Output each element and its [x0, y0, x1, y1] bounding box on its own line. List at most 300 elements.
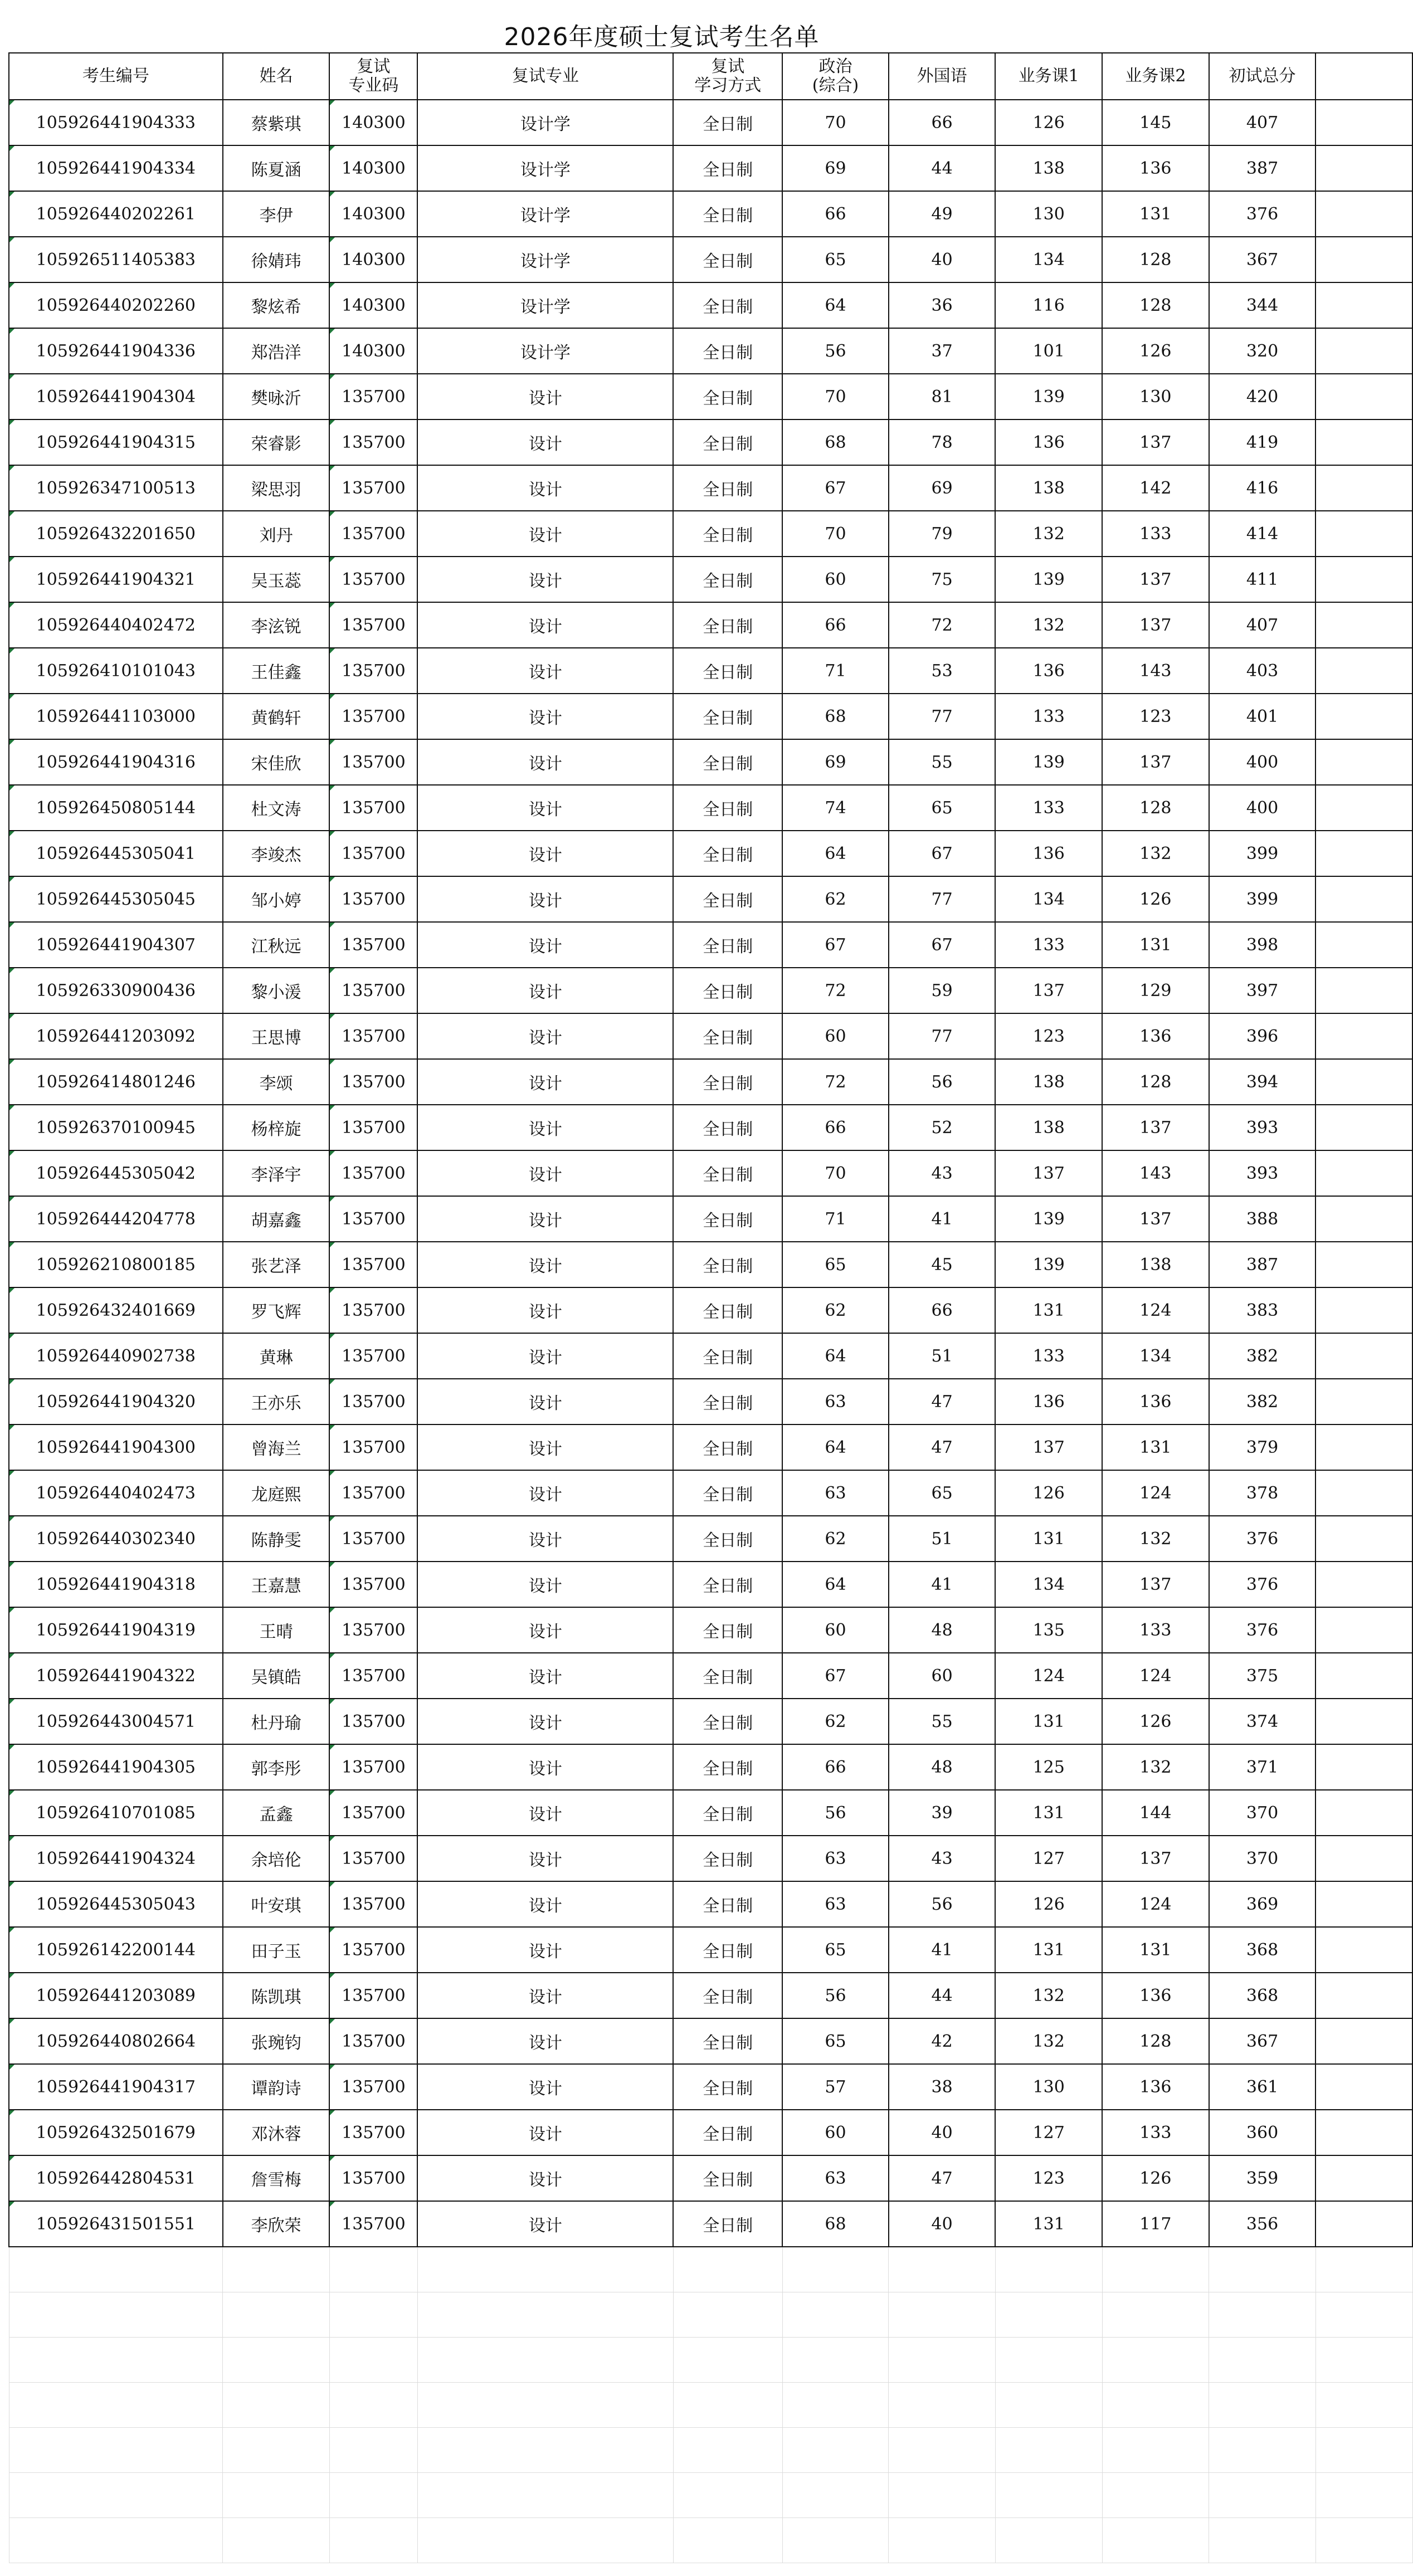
cell-subject2-score[interactable]: 143 — [1102, 1150, 1209, 1196]
cell-subject1-score[interactable]: 137 — [995, 1424, 1102, 1470]
cell-politics-score[interactable]: 66 — [782, 191, 889, 237]
cell-subject1-score[interactable]: 125 — [995, 1744, 1102, 1790]
cell-major[interactable]: 设计 — [417, 2018, 673, 2064]
cell-subject2-score[interactable]: 143 — [1102, 648, 1209, 694]
cell-candidate-id[interactable]: 105926142200144 — [9, 1927, 223, 1973]
spare-cell[interactable] — [1315, 191, 1412, 237]
cell-candidate-id[interactable]: 105926445305042 — [9, 1150, 223, 1196]
cell-study-mode[interactable]: 全日制 — [673, 237, 782, 282]
cell-politics-score[interactable]: 65 — [782, 2018, 889, 2064]
cell-subject2-score[interactable]: 128 — [1102, 1059, 1209, 1105]
cell-foreign-language-score[interactable]: 44 — [889, 1973, 996, 2018]
empty-cell[interactable] — [889, 2518, 996, 2563]
spare-cell[interactable] — [1315, 237, 1412, 282]
cell-candidate-id[interactable]: 105926441904333 — [9, 100, 223, 145]
cell-politics-score[interactable]: 64 — [782, 282, 889, 328]
cell-foreign-language-score[interactable]: 39 — [889, 1790, 996, 1836]
cell-name[interactable]: 李泫锐 — [223, 602, 330, 648]
cell-subject1-score[interactable]: 131 — [995, 2201, 1102, 2247]
cell-candidate-id[interactable]: 105926440802664 — [9, 2018, 223, 2064]
spare-cell[interactable] — [1315, 831, 1412, 876]
cell-total-score[interactable]: 356 — [1209, 2201, 1316, 2247]
cell-major[interactable]: 设计 — [417, 1653, 673, 1699]
cell-candidate-id[interactable]: 105926441904324 — [9, 1836, 223, 1881]
cell-foreign-language-score[interactable]: 59 — [889, 968, 996, 1013]
empty-cell[interactable] — [9, 2338, 223, 2383]
cell-subject2-score[interactable]: 124 — [1102, 1287, 1209, 1333]
cell-name[interactable]: 宋佳欣 — [223, 739, 330, 785]
cell-subject1-score[interactable]: 138 — [995, 145, 1102, 191]
cell-major[interactable]: 设计 — [417, 694, 673, 739]
cell-name[interactable]: 张琬钧 — [223, 2018, 330, 2064]
cell-subject2-score[interactable]: 126 — [1102, 1699, 1209, 1744]
cell-major[interactable]: 设计 — [417, 465, 673, 511]
cell-politics-score[interactable]: 67 — [782, 465, 889, 511]
cell-candidate-id[interactable]: 105926440302340 — [9, 1516, 223, 1562]
cell-major[interactable]: 设计 — [417, 1836, 673, 1881]
cell-subject2-score[interactable]: 136 — [1102, 1973, 1209, 2018]
cell-candidate-id[interactable]: 105926432501679 — [9, 2110, 223, 2155]
cell-major-code[interactable]: 135700 — [329, 419, 417, 465]
empty-cell[interactable] — [329, 2518, 417, 2563]
empty-cell[interactable] — [329, 2473, 417, 2518]
cell-major-code[interactable]: 135700 — [329, 1927, 417, 1973]
cell-subject1-score[interactable]: 133 — [995, 694, 1102, 739]
header-foreign-language-score[interactable]: 外国语 — [889, 53, 996, 100]
cell-major-code[interactable]: 135700 — [329, 739, 417, 785]
cell-politics-score[interactable]: 60 — [782, 2110, 889, 2155]
cell-name[interactable]: 蔡紫琪 — [223, 100, 330, 145]
empty-cell[interactable] — [673, 2428, 782, 2473]
cell-candidate-id[interactable]: 105926432401669 — [9, 1287, 223, 1333]
cell-subject1-score[interactable]: 126 — [995, 1881, 1102, 1927]
cell-candidate-id[interactable]: 105926441904334 — [9, 145, 223, 191]
cell-study-mode[interactable]: 全日制 — [673, 2064, 782, 2110]
cell-candidate-id[interactable]: 105926445305041 — [9, 831, 223, 876]
cell-study-mode[interactable]: 全日制 — [673, 1333, 782, 1379]
spare-cell[interactable] — [1315, 785, 1412, 831]
empty-cell[interactable] — [417, 2518, 673, 2563]
cell-major[interactable]: 设计 — [417, 1790, 673, 1836]
cell-name[interactable]: 王晴 — [223, 1607, 330, 1653]
cell-foreign-language-score[interactable]: 40 — [889, 2110, 996, 2155]
spare-cell[interactable] — [1315, 922, 1412, 968]
empty-cell[interactable] — [1315, 2247, 1412, 2292]
cell-study-mode[interactable]: 全日制 — [673, 785, 782, 831]
cell-major-code[interactable]: 135700 — [329, 374, 417, 419]
cell-major[interactable]: 设计 — [417, 1333, 673, 1379]
cell-total-score[interactable]: 407 — [1209, 100, 1316, 145]
empty-cell[interactable] — [329, 2338, 417, 2383]
cell-candidate-id[interactable]: 105926441904316 — [9, 739, 223, 785]
cell-major[interactable]: 设计 — [417, 1607, 673, 1653]
empty-cell[interactable] — [223, 2292, 330, 2338]
cell-foreign-language-score[interactable]: 77 — [889, 694, 996, 739]
cell-subject2-score[interactable]: 137 — [1102, 1836, 1209, 1881]
empty-cell[interactable] — [1209, 2383, 1316, 2428]
cell-candidate-id[interactable]: 105926414801246 — [9, 1059, 223, 1105]
cell-major-code[interactable]: 135700 — [329, 1836, 417, 1881]
cell-study-mode[interactable]: 全日制 — [673, 1470, 782, 1516]
header-subject2-score[interactable]: 业务课2 — [1102, 53, 1209, 100]
cell-major[interactable]: 设计 — [417, 1287, 673, 1333]
cell-subject1-score[interactable]: 116 — [995, 282, 1102, 328]
cell-total-score[interactable]: 416 — [1209, 465, 1316, 511]
empty-cell[interactable] — [1102, 2473, 1209, 2518]
cell-candidate-id[interactable]: 105926440402473 — [9, 1470, 223, 1516]
spare-cell[interactable] — [1315, 328, 1412, 374]
cell-study-mode[interactable]: 全日制 — [673, 1973, 782, 2018]
cell-subject2-score[interactable]: 128 — [1102, 282, 1209, 328]
cell-politics-score[interactable]: 70 — [782, 374, 889, 419]
cell-foreign-language-score[interactable]: 55 — [889, 739, 996, 785]
cell-candidate-id[interactable]: 105926441904315 — [9, 419, 223, 465]
spare-cell[interactable] — [1315, 145, 1412, 191]
cell-major-code[interactable]: 135700 — [329, 1881, 417, 1927]
cell-total-score[interactable]: 382 — [1209, 1333, 1316, 1379]
cell-name[interactable]: 王思博 — [223, 1013, 330, 1059]
header-major-code[interactable]: 复试 专业码 — [329, 53, 417, 100]
cell-study-mode[interactable]: 全日制 — [673, 1150, 782, 1196]
empty-cell[interactable] — [1102, 2383, 1209, 2428]
cell-name[interactable]: 杜丹瑜 — [223, 1699, 330, 1744]
cell-major-code[interactable]: 135700 — [329, 1242, 417, 1287]
spare-cell[interactable] — [1315, 1881, 1412, 1927]
cell-study-mode[interactable]: 全日制 — [673, 374, 782, 419]
cell-candidate-id[interactable]: 105926370100945 — [9, 1105, 223, 1150]
cell-major[interactable]: 设计 — [417, 511, 673, 557]
cell-name[interactable]: 梁思羽 — [223, 465, 330, 511]
cell-total-score[interactable]: 382 — [1209, 1379, 1316, 1424]
empty-cell[interactable] — [995, 2383, 1102, 2428]
cell-name[interactable]: 曾海兰 — [223, 1424, 330, 1470]
cell-foreign-language-score[interactable]: 56 — [889, 1059, 996, 1105]
cell-candidate-id[interactable]: 105926442804531 — [9, 2155, 223, 2201]
cell-study-mode[interactable]: 全日制 — [673, 1379, 782, 1424]
cell-total-score[interactable]: 393 — [1209, 1105, 1316, 1150]
cell-foreign-language-score[interactable]: 37 — [889, 328, 996, 374]
spare-cell[interactable] — [1315, 602, 1412, 648]
empty-cell[interactable] — [1315, 2428, 1412, 2473]
empty-cell[interactable] — [329, 2247, 417, 2292]
cell-major[interactable]: 设计 — [417, 2155, 673, 2201]
cell-major-code[interactable]: 135700 — [329, 1013, 417, 1059]
cell-subject1-score[interactable]: 134 — [995, 876, 1102, 922]
header-name[interactable]: 姓名 — [223, 53, 330, 100]
cell-politics-score[interactable]: 66 — [782, 602, 889, 648]
cell-candidate-id[interactable]: 105926441904319 — [9, 1607, 223, 1653]
cell-subject1-score[interactable]: 138 — [995, 1105, 1102, 1150]
empty-cell[interactable] — [9, 2428, 223, 2473]
cell-major-code[interactable]: 140300 — [329, 328, 417, 374]
cell-subject1-score[interactable]: 135 — [995, 1607, 1102, 1653]
cell-study-mode[interactable]: 全日制 — [673, 739, 782, 785]
cell-name[interactable]: 郑浩洋 — [223, 328, 330, 374]
empty-cell[interactable] — [889, 2473, 996, 2518]
spare-cell[interactable] — [1315, 1242, 1412, 1287]
cell-study-mode[interactable]: 全日制 — [673, 1516, 782, 1562]
empty-cell[interactable] — [9, 2247, 223, 2292]
cell-name[interactable]: 田子玉 — [223, 1927, 330, 1973]
cell-total-score[interactable]: 379 — [1209, 1424, 1316, 1470]
cell-total-score[interactable]: 396 — [1209, 1013, 1316, 1059]
cell-name[interactable]: 吴镇皓 — [223, 1653, 330, 1699]
spare-cell[interactable] — [1315, 2201, 1412, 2247]
cell-foreign-language-score[interactable]: 47 — [889, 1424, 996, 1470]
spare-cell[interactable] — [1315, 1653, 1412, 1699]
cell-subject1-score[interactable]: 133 — [995, 1333, 1102, 1379]
cell-foreign-language-score[interactable]: 75 — [889, 557, 996, 602]
spare-cell[interactable] — [1315, 1744, 1412, 1790]
cell-subject1-score[interactable]: 138 — [995, 465, 1102, 511]
spare-cell[interactable] — [1315, 1059, 1412, 1105]
cell-total-score[interactable]: 361 — [1209, 2064, 1316, 2110]
cell-major-code[interactable]: 135700 — [329, 968, 417, 1013]
empty-cell[interactable] — [782, 2247, 889, 2292]
spare-cell[interactable] — [1315, 374, 1412, 419]
spare-cell[interactable] — [1315, 1196, 1412, 1242]
spare-cell[interactable] — [1315, 1836, 1412, 1881]
cell-total-score[interactable]: 387 — [1209, 145, 1316, 191]
cell-major[interactable]: 设计 — [417, 2201, 673, 2247]
empty-cell[interactable] — [995, 2292, 1102, 2338]
cell-subject1-score[interactable]: 133 — [995, 785, 1102, 831]
cell-subject2-score[interactable]: 144 — [1102, 1790, 1209, 1836]
cell-major[interactable]: 设计学 — [417, 237, 673, 282]
cell-study-mode[interactable]: 全日制 — [673, 557, 782, 602]
cell-subject2-score[interactable]: 123 — [1102, 694, 1209, 739]
empty-cell[interactable] — [889, 2247, 996, 2292]
cell-subject1-score[interactable]: 130 — [995, 2064, 1102, 2110]
cell-candidate-id[interactable]: 105926440202260 — [9, 282, 223, 328]
cell-politics-score[interactable]: 68 — [782, 694, 889, 739]
cell-subject2-score[interactable]: 137 — [1102, 1196, 1209, 1242]
cell-subject1-score[interactable]: 137 — [995, 1150, 1102, 1196]
cell-subject2-score[interactable]: 137 — [1102, 1105, 1209, 1150]
cell-politics-score[interactable]: 64 — [782, 1424, 889, 1470]
spare-cell[interactable] — [1315, 1424, 1412, 1470]
cell-total-score[interactable]: 367 — [1209, 237, 1316, 282]
cell-subject2-score[interactable]: 126 — [1102, 876, 1209, 922]
cell-candidate-id[interactable]: 105926441904305 — [9, 1744, 223, 1790]
spare-cell[interactable] — [1315, 1607, 1412, 1653]
cell-study-mode[interactable]: 全日制 — [673, 922, 782, 968]
empty-cell[interactable] — [417, 2428, 673, 2473]
cell-subject1-score[interactable]: 133 — [995, 922, 1102, 968]
cell-total-score[interactable]: 376 — [1209, 191, 1316, 237]
cell-major-code[interactable]: 135700 — [329, 465, 417, 511]
cell-foreign-language-score[interactable]: 51 — [889, 1333, 996, 1379]
cell-candidate-id[interactable]: 105926441904320 — [9, 1379, 223, 1424]
cell-politics-score[interactable]: 63 — [782, 1836, 889, 1881]
cell-major[interactable]: 设计 — [417, 1196, 673, 1242]
cell-name[interactable]: 杨梓旋 — [223, 1105, 330, 1150]
spare-cell[interactable] — [1315, 2064, 1412, 2110]
empty-cell[interactable] — [329, 2428, 417, 2473]
cell-subject2-score[interactable]: 128 — [1102, 785, 1209, 831]
cell-total-score[interactable]: 400 — [1209, 739, 1316, 785]
empty-cell[interactable] — [782, 2383, 889, 2428]
cell-subject2-score[interactable]: 124 — [1102, 1881, 1209, 1927]
cell-major[interactable]: 设计 — [417, 557, 673, 602]
cell-subject1-score[interactable]: 136 — [995, 648, 1102, 694]
empty-cell[interactable] — [223, 2247, 330, 2292]
cell-total-score[interactable]: 320 — [1209, 328, 1316, 374]
cell-foreign-language-score[interactable]: 55 — [889, 1699, 996, 1744]
cell-name[interactable]: 黎小湲 — [223, 968, 330, 1013]
cell-subject2-score[interactable]: 132 — [1102, 1516, 1209, 1562]
empty-cell[interactable] — [1315, 2473, 1412, 2518]
cell-study-mode[interactable]: 全日制 — [673, 1607, 782, 1653]
spare-cell[interactable] — [1315, 511, 1412, 557]
cell-subject2-score[interactable]: 132 — [1102, 1744, 1209, 1790]
cell-total-score[interactable]: 394 — [1209, 1059, 1316, 1105]
cell-politics-score[interactable]: 70 — [782, 511, 889, 557]
empty-cell[interactable] — [223, 2473, 330, 2518]
cell-major-code[interactable]: 135700 — [329, 876, 417, 922]
cell-total-score[interactable]: 375 — [1209, 1653, 1316, 1699]
cell-major-code[interactable]: 135700 — [329, 511, 417, 557]
cell-foreign-language-score[interactable]: 52 — [889, 1105, 996, 1150]
cell-major[interactable]: 设计 — [417, 1927, 673, 1973]
cell-total-score[interactable]: 378 — [1209, 1470, 1316, 1516]
cell-politics-score[interactable]: 67 — [782, 922, 889, 968]
cell-politics-score[interactable]: 57 — [782, 2064, 889, 2110]
cell-total-score[interactable]: 398 — [1209, 922, 1316, 968]
spare-cell[interactable] — [1315, 739, 1412, 785]
cell-total-score[interactable]: 344 — [1209, 282, 1316, 328]
cell-politics-score[interactable]: 56 — [782, 1973, 889, 2018]
spare-cell[interactable] — [1315, 282, 1412, 328]
cell-major-code[interactable]: 135700 — [329, 1699, 417, 1744]
cell-candidate-id[interactable]: 105926444204778 — [9, 1196, 223, 1242]
cell-subject2-score[interactable]: 131 — [1102, 1927, 1209, 1973]
cell-major[interactable]: 设计学 — [417, 191, 673, 237]
empty-cell[interactable] — [9, 2473, 223, 2518]
empty-cell[interactable] — [673, 2518, 782, 2563]
cell-name[interactable]: 詹雪梅 — [223, 2155, 330, 2201]
cell-subject2-score[interactable]: 133 — [1102, 1607, 1209, 1653]
cell-subject1-score[interactable]: 132 — [995, 602, 1102, 648]
cell-study-mode[interactable]: 全日制 — [673, 1196, 782, 1242]
cell-study-mode[interactable]: 全日制 — [673, 876, 782, 922]
cell-total-score[interactable]: 367 — [1209, 2018, 1316, 2064]
cell-study-mode[interactable]: 全日制 — [673, 465, 782, 511]
cell-total-score[interactable]: 419 — [1209, 419, 1316, 465]
cell-subject1-score[interactable]: 130 — [995, 191, 1102, 237]
cell-study-mode[interactable]: 全日制 — [673, 419, 782, 465]
cell-name[interactable]: 余培伦 — [223, 1836, 330, 1881]
cell-major[interactable]: 设计 — [417, 831, 673, 876]
spare-cell[interactable] — [1315, 419, 1412, 465]
cell-foreign-language-score[interactable]: 69 — [889, 465, 996, 511]
empty-cell[interactable] — [329, 2383, 417, 2428]
cell-major-code[interactable]: 135700 — [329, 1516, 417, 1562]
cell-major[interactable]: 设计 — [417, 1059, 673, 1105]
cell-subject1-score[interactable]: 124 — [995, 1653, 1102, 1699]
cell-name[interactable]: 黎炫希 — [223, 282, 330, 328]
cell-name[interactable]: 邓沐蓉 — [223, 2110, 330, 2155]
empty-cell[interactable] — [1102, 2518, 1209, 2563]
cell-politics-score[interactable]: 62 — [782, 1516, 889, 1562]
cell-subject2-score[interactable]: 134 — [1102, 1333, 1209, 1379]
empty-cell[interactable] — [1209, 2428, 1316, 2473]
cell-foreign-language-score[interactable]: 42 — [889, 2018, 996, 2064]
cell-total-score[interactable]: 369 — [1209, 1881, 1316, 1927]
cell-major[interactable]: 设计 — [417, 1150, 673, 1196]
spare-cell[interactable] — [1315, 1699, 1412, 1744]
cell-major[interactable]: 设计 — [417, 739, 673, 785]
cell-major-code[interactable]: 135700 — [329, 1059, 417, 1105]
cell-study-mode[interactable]: 全日制 — [673, 831, 782, 876]
spare-cell[interactable] — [1315, 557, 1412, 602]
empty-cell[interactable] — [889, 2338, 996, 2383]
cell-name[interactable]: 刘丹 — [223, 511, 330, 557]
cell-study-mode[interactable]: 全日制 — [673, 968, 782, 1013]
spare-cell[interactable] — [1315, 1973, 1412, 2018]
cell-subject1-score[interactable]: 131 — [995, 1927, 1102, 1973]
cell-subject1-score[interactable]: 131 — [995, 1699, 1102, 1744]
cell-subject2-score[interactable]: 133 — [1102, 511, 1209, 557]
cell-study-mode[interactable]: 全日制 — [673, 1881, 782, 1927]
cell-name[interactable]: 黄鹤轩 — [223, 694, 330, 739]
spare-cell[interactable] — [1315, 1927, 1412, 1973]
cell-subject2-score[interactable]: 129 — [1102, 968, 1209, 1013]
cell-study-mode[interactable]: 全日制 — [673, 2018, 782, 2064]
cell-major[interactable]: 设计 — [417, 1242, 673, 1287]
cell-major-code[interactable]: 135700 — [329, 1744, 417, 1790]
cell-major[interactable]: 设计学 — [417, 145, 673, 191]
cell-foreign-language-score[interactable]: 41 — [889, 1927, 996, 1973]
cell-major[interactable]: 设计 — [417, 1013, 673, 1059]
cell-subject1-score[interactable]: 132 — [995, 1973, 1102, 2018]
cell-major-code[interactable]: 135700 — [329, 602, 417, 648]
cell-major[interactable]: 设计 — [417, 1744, 673, 1790]
cell-politics-score[interactable]: 60 — [782, 557, 889, 602]
cell-subject2-score[interactable]: 138 — [1102, 1242, 1209, 1287]
cell-subject2-score[interactable]: 136 — [1102, 2064, 1209, 2110]
spare-cell[interactable] — [1315, 648, 1412, 694]
cell-major-code[interactable]: 135700 — [329, 2201, 417, 2247]
cell-name[interactable]: 黄琳 — [223, 1333, 330, 1379]
cell-name[interactable]: 李颂 — [223, 1059, 330, 1105]
empty-cell[interactable] — [673, 2338, 782, 2383]
cell-subject2-score[interactable]: 142 — [1102, 465, 1209, 511]
cell-major[interactable]: 设计 — [417, 1424, 673, 1470]
empty-cell[interactable] — [1315, 2292, 1412, 2338]
cell-subject2-score[interactable]: 133 — [1102, 2110, 1209, 2155]
cell-subject1-score[interactable]: 126 — [995, 1470, 1102, 1516]
cell-major[interactable]: 设计 — [417, 1105, 673, 1150]
cell-major-code[interactable]: 135700 — [329, 1562, 417, 1607]
header-study-mode[interactable]: 复试 学习方式 — [673, 53, 782, 100]
cell-study-mode[interactable]: 全日制 — [673, 1287, 782, 1333]
cell-name[interactable]: 李竣杰 — [223, 831, 330, 876]
cell-total-score[interactable]: 359 — [1209, 2155, 1316, 2201]
cell-subject1-score[interactable]: 131 — [995, 1287, 1102, 1333]
spare-cell[interactable] — [1315, 1790, 1412, 1836]
cell-major-code[interactable]: 135700 — [329, 831, 417, 876]
cell-total-score[interactable]: 374 — [1209, 1699, 1316, 1744]
cell-foreign-language-score[interactable]: 60 — [889, 1653, 996, 1699]
cell-major[interactable]: 设计 — [417, 1699, 673, 1744]
cell-name[interactable]: 王佳鑫 — [223, 648, 330, 694]
cell-major[interactable]: 设计学 — [417, 282, 673, 328]
spare-cell[interactable] — [1315, 1379, 1412, 1424]
cell-major-code[interactable]: 135700 — [329, 1150, 417, 1196]
cell-candidate-id[interactable]: 105926441904317 — [9, 2064, 223, 2110]
cell-major[interactable]: 设计 — [417, 1881, 673, 1927]
